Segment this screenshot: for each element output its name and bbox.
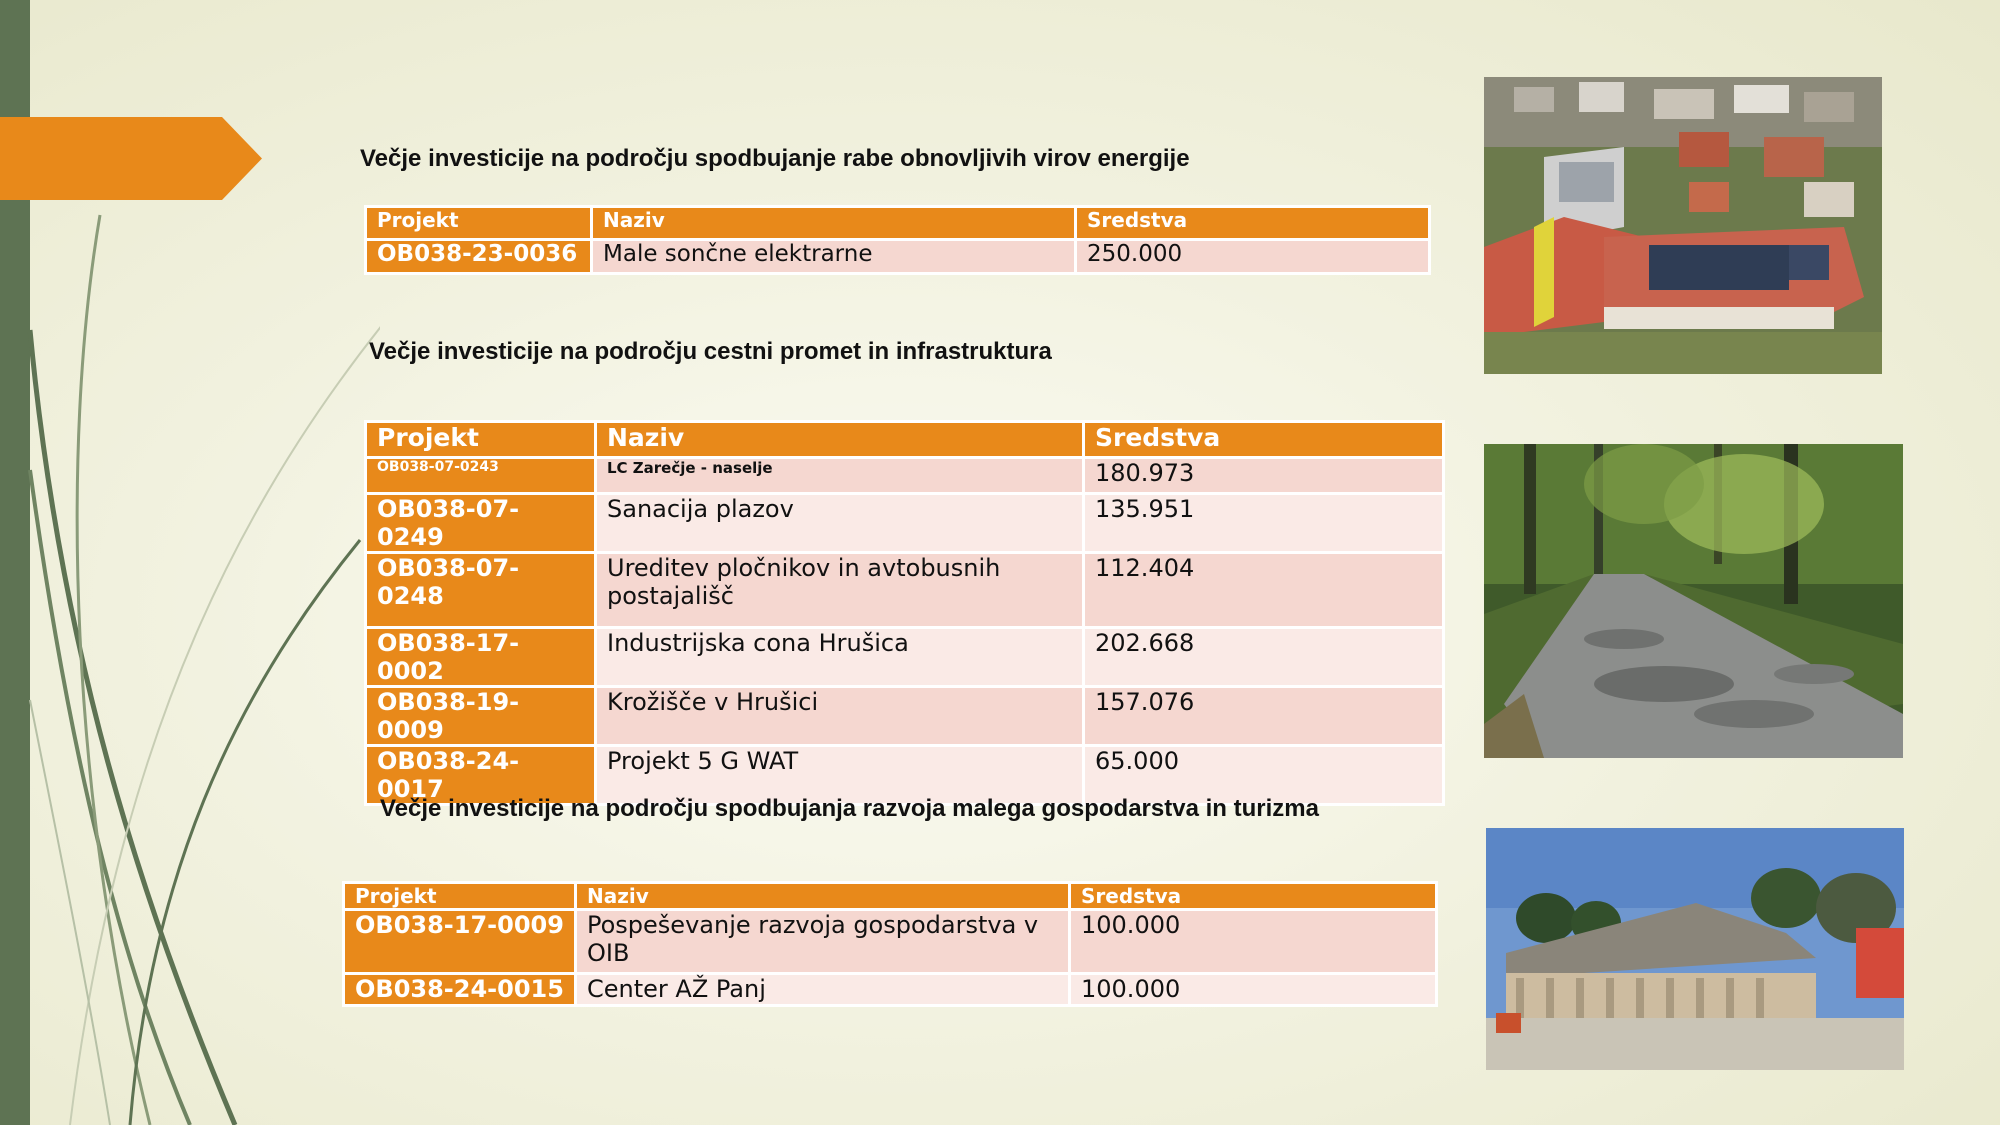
orange-arrow-marker [0, 117, 262, 200]
project-code: OB038-19-0009 [366, 687, 596, 746]
project-amount: 250.000 [1076, 240, 1430, 274]
section-heading-energy: Večje investicije na področju spodbujanje rabe obnovljivih virov energije [360, 145, 1190, 172]
building-panj-photo [1486, 828, 1904, 1070]
section-heading-economy: Večje investicije na področju spodbujanja razvoja malega gospodarstva in turizma [380, 795, 1319, 822]
project-amount: 202.668 [1084, 628, 1444, 687]
project-amount: 65.000 [1084, 746, 1444, 805]
table-row [366, 687, 1444, 746]
project-code: OB038-17-0009 [344, 910, 576, 974]
table-row [366, 494, 1444, 553]
column-header-sredstva: Sredstva [1076, 207, 1430, 240]
table-header-row [366, 422, 1444, 458]
column-header-projekt: Projekt [366, 207, 592, 240]
project-amount: 112.404 [1084, 553, 1444, 628]
table-header-row [344, 883, 1437, 910]
table-row [344, 910, 1437, 974]
project-name: Krožišče v Hrušici [596, 687, 1084, 746]
project-code: OB038-24-0015 [344, 974, 576, 1006]
forest-road-photo [1484, 444, 1903, 758]
table-row [344, 974, 1437, 1006]
solar-rooftop-photo [1484, 77, 1882, 374]
table-economy [342, 881, 1438, 1007]
table-roads [364, 420, 1445, 806]
table-energy [364, 205, 1431, 275]
project-name: Industrijska cona Hrušica [596, 628, 1084, 687]
column-header-projekt: Projekt [344, 883, 576, 910]
project-code: OB038-17-0002 [366, 628, 596, 687]
project-amount: 135.951 [1084, 494, 1444, 553]
table-row [366, 240, 1430, 274]
project-code: OB038-24-0017 [366, 746, 596, 805]
project-name: LC Zarečje - naselje [596, 458, 1084, 494]
project-code: OB038-07-0248 [366, 553, 596, 628]
column-header-projekt: Projekt [366, 422, 596, 458]
table-row [366, 458, 1444, 494]
column-header-naziv: Naziv [576, 883, 1070, 910]
column-header-sredstva: Sredstva [1070, 883, 1437, 910]
project-code: OB038-23-0036 [366, 240, 592, 274]
project-amount: 100.000 [1070, 910, 1437, 974]
project-name: Projekt 5 G WAT [596, 746, 1084, 805]
section-heading-roads: Večje investicije na področju cestni promet in infrastruktura [369, 338, 1052, 365]
table-row [366, 628, 1444, 687]
table-header-row [366, 207, 1430, 240]
table-row [366, 553, 1444, 628]
project-code: OB038-07-0243 [366, 458, 596, 494]
project-name: Male sončne elektrarne [592, 240, 1076, 274]
project-name: Pospeševanje razvoja gospodarstva v OIB [576, 910, 1070, 974]
column-header-naziv: Naziv [592, 207, 1076, 240]
project-amount: 157.076 [1084, 687, 1444, 746]
project-name: Ureditev pločnikov in avtobusnih postajališč [596, 553, 1084, 628]
column-header-sredstva: Sredstva [1084, 422, 1444, 458]
project-name: Center AŽ Panj [576, 974, 1070, 1006]
column-header-naziv: Naziv [596, 422, 1084, 458]
project-name: Sanacija plazov [596, 494, 1084, 553]
project-code: OB038-07-0249 [366, 494, 596, 553]
project-amount: 180.973 [1084, 458, 1444, 494]
project-amount: 100.000 [1070, 974, 1437, 1006]
